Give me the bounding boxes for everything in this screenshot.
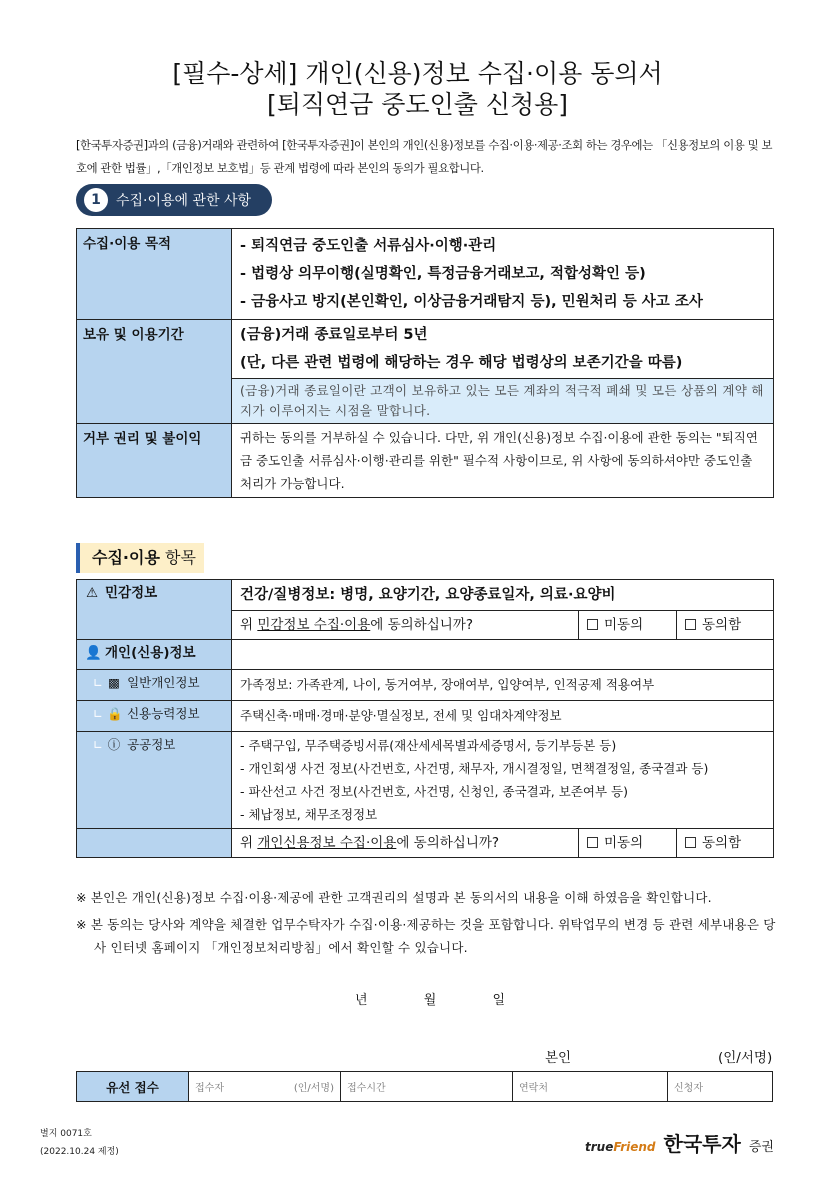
date-month[interactable]: 월 bbox=[423, 993, 437, 1008]
credit-label: 신용능력정보 bbox=[127, 706, 200, 721]
brand-suffix: 증권 bbox=[748, 1140, 774, 1155]
checkbox[interactable] bbox=[685, 837, 696, 848]
notes bbox=[76, 886, 776, 963]
sensitive-header bbox=[77, 580, 232, 640]
public-item: - 체납정보, 채무조정정보 bbox=[240, 807, 378, 822]
truefriend-logo bbox=[585, 1140, 656, 1154]
personal-label: 개인(신용)정보 bbox=[105, 645, 196, 661]
receiver-field[interactable] bbox=[189, 1072, 341, 1102]
intro-paragraph: [한국투자증권]과의 (금융)거래와 관련하여 [한국투자증권]이 본인의 개인(신용)정보를 수집·이용·제공·조회 하는 경우에는 「신용정보의 이용 및 보호에 관한 법률」,「개인정보 보호법」등 관계 법령에 따라 본인의 동의가 필요합니다. bbox=[76, 138, 773, 175]
warning-icon: ⚠ bbox=[85, 585, 99, 601]
public-label: 공공정보 bbox=[127, 737, 176, 752]
question-suffix: 에 동의하십니까? bbox=[370, 617, 474, 633]
checkbox[interactable] bbox=[587, 619, 598, 630]
sensitive-disagree-option[interactable] bbox=[579, 611, 677, 640]
date-line bbox=[355, 989, 505, 1008]
section-label: 수집·이용에 관한 사항 bbox=[116, 193, 252, 209]
personal-consent-question bbox=[232, 829, 579, 858]
question-prefix: 위 bbox=[240, 617, 258, 633]
purpose-cell bbox=[232, 229, 774, 320]
retention-header: 보유 및 이용기간 bbox=[77, 320, 232, 424]
logo-true: true bbox=[585, 1140, 614, 1154]
section-header bbox=[76, 184, 272, 216]
note-item: ※ 본 동의는 당사와 계약을 체결한 업무수탁자가 수집·이용·제공하는 것을 포함합니다. 위탁업무의 변경 등 관련 세부내용은 당사 인터넷 홈페이지 「개인정보처리방침」에서 확인할 수 있습니다. bbox=[76, 917, 776, 955]
general-label: 일반개인정보 bbox=[127, 675, 200, 690]
checkbox[interactable] bbox=[685, 619, 696, 630]
question-link: 개인신용정보 수집·이용 bbox=[257, 835, 397, 851]
person-icon: 👤 bbox=[85, 645, 102, 661]
purpose-item: - 금융사고 방지(본인확인, 이상금융거래탐지 등), 민원처리 등 사고 조사 bbox=[240, 294, 703, 310]
tree-branch-icon: ∟ bbox=[93, 676, 104, 690]
purpose-item: - 법령상 의무이행(실명확인, 특정금융거래보고, 적합성확인 등) bbox=[240, 266, 646, 282]
general-header bbox=[77, 670, 232, 701]
tree-branch-icon: ∟ bbox=[93, 707, 104, 721]
receiver-label: 접수자 bbox=[195, 1083, 224, 1094]
question-suffix: 에 동의하십니까? bbox=[396, 835, 500, 851]
general-value: 가족정보: 가족관계, 나이, 동거여부, 장애여부, 입양여부, 인적공제 적용여부 bbox=[232, 670, 774, 701]
public-header bbox=[77, 732, 232, 829]
contact-field[interactable]: 연락처 bbox=[513, 1072, 668, 1102]
personal-header bbox=[77, 640, 232, 670]
items-title-rest: 항목 bbox=[159, 548, 196, 567]
enactment-date: (2022.10.24 제정) bbox=[40, 1147, 119, 1157]
sensitive-consent-question bbox=[232, 611, 579, 640]
tree-branch-icon: ∟ bbox=[93, 738, 104, 752]
public-item: - 개인회생 사건 정보(사건번호, 사건명, 채무자, 개시결정일, 면책결정일, 종국결과 등) bbox=[240, 761, 709, 776]
personal-empty-cell bbox=[232, 640, 774, 670]
document-subtitle: [퇴직연금 중도인출 신청용] bbox=[266, 90, 569, 119]
purpose-item: - 퇴직연금 중도인출 서류심사·이행·관리 bbox=[240, 238, 497, 254]
credit-value: 주택신축·매매·경매·분양·멸실정보, 전세 및 임대차계약정보 bbox=[232, 701, 774, 732]
collection-usage-table bbox=[76, 228, 774, 498]
document-title: [필수-상세] 개인(신용)정보 수집·이용 동의서 bbox=[172, 59, 663, 88]
reception-header: 유선 접수 bbox=[77, 1072, 189, 1102]
personal-agree-option[interactable] bbox=[677, 829, 774, 858]
signature-seal-field[interactable]: (인/서명) bbox=[718, 1050, 773, 1066]
refusal-header: 거부 권리 및 불이익 bbox=[77, 424, 232, 498]
time-field[interactable]: 접수시간 bbox=[341, 1072, 513, 1102]
id-card-icon: ▩ bbox=[108, 675, 120, 690]
note-item: ※ 본인은 개인(신용)정보 수집·이용·제공에 관한 고객권리의 설명과 본 동의서의 내용을 이해 하였음을 확인합니다. bbox=[76, 890, 712, 905]
checkbox[interactable] bbox=[587, 837, 598, 848]
retention-period: (금융)거래 종료일로부터 5년 bbox=[240, 327, 428, 343]
retention-note: (금융)거래 종료일이란 고객이 보유하고 있는 모든 계좌의 적극적 폐쇄 및 모든 상품의 계약 해지가 이루어지는 시점을 말합니다. bbox=[232, 379, 774, 424]
public-item: - 파산선고 사건 정보(사건번호, 사건명, 신청인, 종국결과, 보존여부 등) bbox=[240, 784, 628, 799]
refusal-text: 귀하는 동의를 거부하실 수 있습니다. 다만, 위 개인(신용)정보 수집·이용에 관한 동의는 "퇴직연금 중도인출 서류심사·이행·관리를 위한" 필수적 사항이므로, 위 사항에 동의하셔야만 중도인출 처리가 가능합니다. bbox=[232, 424, 774, 498]
info-icon: ⓘ bbox=[107, 737, 121, 752]
items-title-bold: 수집·이용 bbox=[92, 548, 160, 567]
sensitive-label: 민감정보 bbox=[105, 585, 158, 601]
reception-table bbox=[76, 1071, 773, 1102]
items-section-title bbox=[76, 543, 204, 573]
logo-friend: Friend bbox=[613, 1140, 656, 1154]
applicant-field[interactable]: 신청자 bbox=[668, 1072, 773, 1102]
agree-label: 동의함 bbox=[702, 835, 742, 851]
brand-logo bbox=[585, 1128, 774, 1157]
sensitive-value: 건강/질병정보: 병명, 요양기간, 요양종료일자, 의료·요양비 bbox=[232, 580, 774, 611]
date-day[interactable]: 일 bbox=[492, 993, 505, 1008]
disagree-label: 미동의 bbox=[604, 835, 644, 851]
personal-disagree-option[interactable] bbox=[579, 829, 677, 858]
receiver-seal-label: (인/서명) bbox=[293, 1083, 334, 1094]
sensitive-agree-option[interactable] bbox=[677, 611, 774, 640]
signature-self-label: 본인 bbox=[545, 1050, 572, 1066]
collection-items-table bbox=[76, 579, 774, 858]
public-value bbox=[232, 732, 774, 829]
form-number: 별지 0071호 bbox=[40, 1129, 92, 1139]
retention-cell bbox=[232, 320, 774, 379]
question-prefix: 위 bbox=[240, 835, 258, 851]
personal-consent-blank bbox=[77, 829, 232, 858]
brand-name: 한국투자 bbox=[663, 1132, 741, 1156]
lock-icon: 🔒 bbox=[107, 706, 123, 721]
credit-header bbox=[77, 701, 232, 732]
disagree-label: 미동의 bbox=[604, 617, 644, 633]
public-item: - 주택구입, 무주택증빙서류(재산세세목별과세증명서, 등기부등본 등) bbox=[240, 738, 617, 753]
retention-exception: (단, 다른 관련 법령에 해당하는 경우 해당 법령상의 보존기간을 따름) bbox=[240, 355, 683, 371]
question-link: 민감정보 수집·이용 bbox=[257, 617, 371, 633]
agree-label: 동의함 bbox=[702, 617, 742, 633]
date-year[interactable]: 년 bbox=[355, 993, 368, 1008]
section-number: 1 bbox=[84, 188, 108, 212]
purpose-header: 수집·이용 목적 bbox=[77, 229, 232, 320]
